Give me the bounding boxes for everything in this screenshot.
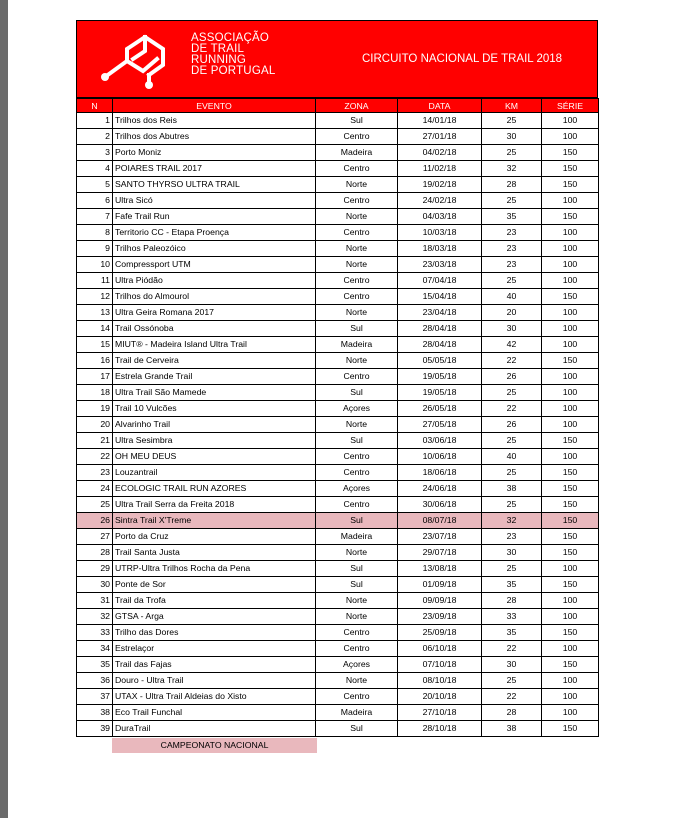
event-zone: Centro [316, 689, 398, 705]
table-row [77, 113, 599, 129]
event-distance: 25 [482, 145, 542, 161]
event-date: 10/03/18 [398, 225, 482, 241]
row-number: 14 [77, 321, 113, 337]
event-name: Trilhos do Almourol [113, 289, 316, 305]
event-series: 100 [542, 273, 599, 289]
table-row [77, 529, 599, 545]
event-zone: Madeira [316, 337, 398, 353]
row-number: 28 [77, 545, 113, 561]
table-header-row [77, 99, 599, 113]
row-number: 27 [77, 529, 113, 545]
event-date: 11/02/18 [398, 161, 482, 177]
event-distance: 35 [482, 577, 542, 593]
event-distance: 23 [482, 225, 542, 241]
event-date: 15/04/18 [398, 289, 482, 305]
legend-campeonato-nacional: CAMPEONATO NACIONAL [112, 738, 317, 753]
table-row [77, 241, 599, 257]
event-distance: 28 [482, 705, 542, 721]
row-number: 32 [77, 609, 113, 625]
row-number: 6 [77, 193, 113, 209]
row-number: 20 [77, 417, 113, 433]
event-distance: 23 [482, 241, 542, 257]
event-series: 100 [542, 193, 599, 209]
event-zone: Sul [316, 113, 398, 129]
event-name: Trilhos dos Reis [113, 113, 316, 129]
table-row [77, 129, 599, 145]
event-series: 150 [542, 513, 599, 529]
row-number: 25 [77, 497, 113, 513]
row-number: 34 [77, 641, 113, 657]
events-table-body [77, 113, 599, 737]
event-name: POIARES TRAIL 2017 [113, 161, 316, 177]
event-distance: 23 [482, 529, 542, 545]
event-date: 30/06/18 [398, 497, 482, 513]
event-series: 150 [542, 497, 599, 513]
event-distance: 30 [482, 545, 542, 561]
event-distance: 22 [482, 401, 542, 417]
row-number: 38 [77, 705, 113, 721]
event-distance: 28 [482, 177, 542, 193]
row-number: 12 [77, 289, 113, 305]
event-distance: 28 [482, 593, 542, 609]
event-name: Sintra Trail X'Treme [113, 513, 316, 529]
table-row [77, 305, 599, 321]
event-distance: 20 [482, 305, 542, 321]
table-row [77, 321, 599, 337]
table-row [77, 417, 599, 433]
event-zone: Sul [316, 385, 398, 401]
event-series: 150 [542, 657, 599, 673]
row-number: 1 [77, 113, 113, 129]
event-series: 150 [542, 721, 599, 737]
table-row [77, 465, 599, 481]
event-name: GTSA - Arga [113, 609, 316, 625]
event-zone: Sul [316, 721, 398, 737]
row-number: 15 [77, 337, 113, 353]
event-series: 100 [542, 593, 599, 609]
table-row [77, 513, 599, 529]
row-number: 21 [77, 433, 113, 449]
event-distance: 38 [482, 721, 542, 737]
event-date: 08/10/18 [398, 673, 482, 689]
row-number: 9 [77, 241, 113, 257]
event-series: 100 [542, 369, 599, 385]
event-series: 150 [542, 625, 599, 641]
event-series: 100 [542, 673, 599, 689]
row-number: 17 [77, 369, 113, 385]
event-name: Alvarinho Trail [113, 417, 316, 433]
event-date: 24/02/18 [398, 193, 482, 209]
event-zone: Centro [316, 129, 398, 145]
event-date: 09/09/18 [398, 593, 482, 609]
event-distance: 22 [482, 641, 542, 657]
event-distance: 22 [482, 353, 542, 369]
event-zone: Centro [316, 225, 398, 241]
table-row [77, 625, 599, 641]
event-series: 150 [542, 177, 599, 193]
event-date: 14/01/18 [398, 113, 482, 129]
event-name: Ultra Sicó [113, 193, 316, 209]
event-zone: Sul [316, 433, 398, 449]
row-number: 31 [77, 593, 113, 609]
event-name: Ultra Sesimbra [113, 433, 316, 449]
row-number: 37 [77, 689, 113, 705]
row-number: 11 [77, 273, 113, 289]
event-zone: Madeira [316, 529, 398, 545]
organization-name [191, 33, 275, 77]
event-name: Trail da Trofa [113, 593, 316, 609]
event-name: Trail das Fajas [113, 657, 316, 673]
event-series: 100 [542, 113, 599, 129]
column-header-km: KM [482, 99, 542, 113]
event-distance: 23 [482, 257, 542, 273]
table-row [77, 609, 599, 625]
row-number: 5 [77, 177, 113, 193]
event-date: 04/02/18 [398, 145, 482, 161]
event-distance: 38 [482, 481, 542, 497]
event-zone: Centro [316, 369, 398, 385]
table-row [77, 225, 599, 241]
org-line: DE TRAIL [191, 43, 245, 55]
event-series: 100 [542, 449, 599, 465]
event-distance: 30 [482, 321, 542, 337]
row-number: 33 [77, 625, 113, 641]
event-zone: Norte [316, 593, 398, 609]
table-row [77, 385, 599, 401]
event-series: 100 [542, 689, 599, 705]
table-row [77, 353, 599, 369]
row-number: 13 [77, 305, 113, 321]
row-number: 16 [77, 353, 113, 369]
event-zone: Centro [316, 497, 398, 513]
event-name: Trilho das Dores [113, 625, 316, 641]
event-date: 08/07/18 [398, 513, 482, 529]
event-series: 150 [542, 289, 599, 305]
event-zone: Centro [316, 625, 398, 641]
event-name: UTAX - Ultra Trail Aldeias do Xisto [113, 689, 316, 705]
event-distance: 32 [482, 513, 542, 529]
event-distance: 30 [482, 657, 542, 673]
event-zone: Centro [316, 449, 398, 465]
event-series: 150 [542, 545, 599, 561]
event-series: 150 [542, 481, 599, 497]
event-distance: 25 [482, 673, 542, 689]
event-series: 100 [542, 257, 599, 273]
event-date: 28/10/18 [398, 721, 482, 737]
row-number: 4 [77, 161, 113, 177]
event-series: 100 [542, 609, 599, 625]
event-zone: Sul [316, 561, 398, 577]
header-banner [76, 20, 598, 98]
event-series: 100 [542, 401, 599, 417]
table-row [77, 657, 599, 673]
event-distance: 32 [482, 161, 542, 177]
event-name: Estrela Grande Trail [113, 369, 316, 385]
row-number: 39 [77, 721, 113, 737]
event-zone: Centro [316, 289, 398, 305]
trail-association-logo-icon [97, 31, 177, 89]
event-zone: Centro [316, 465, 398, 481]
event-zone: Centro [316, 161, 398, 177]
event-date: 19/02/18 [398, 177, 482, 193]
event-name: ECOLOGIC TRAIL RUN AZORES [113, 481, 316, 497]
event-series: 100 [542, 321, 599, 337]
column-header-n: N [77, 99, 113, 113]
org-line: DE PORTUGAL [191, 65, 276, 77]
row-number: 2 [77, 129, 113, 145]
event-series: 150 [542, 145, 599, 161]
event-name: Douro - Ultra Trail [113, 673, 316, 689]
event-series: 150 [542, 353, 599, 369]
event-name: Louzantrail [113, 465, 316, 481]
event-zone: Norte [316, 305, 398, 321]
table-row [77, 177, 599, 193]
event-series: 100 [542, 305, 599, 321]
table-row [77, 369, 599, 385]
event-zone: Sul [316, 577, 398, 593]
event-zone: Norte [316, 257, 398, 273]
row-number: 29 [77, 561, 113, 577]
table-row [77, 577, 599, 593]
event-date: 07/10/18 [398, 657, 482, 673]
event-series: 150 [542, 433, 599, 449]
event-date: 18/03/18 [398, 241, 482, 257]
event-distance: 42 [482, 337, 542, 353]
event-zone: Madeira [316, 705, 398, 721]
table-row [77, 401, 599, 417]
table-row [77, 273, 599, 289]
table-row [77, 481, 599, 497]
row-number: 24 [77, 481, 113, 497]
org-line: RUNNING [191, 54, 247, 66]
table-row [77, 257, 599, 273]
event-name: Compressport UTM [113, 257, 316, 273]
event-zone: Centro [316, 641, 398, 657]
row-number: 7 [77, 209, 113, 225]
event-name: UTRP-Ultra Trilhos Rocha da Pena [113, 561, 316, 577]
event-distance: 25 [482, 497, 542, 513]
event-name: Territorio CC - Etapa Proença [113, 225, 316, 241]
event-date: 20/10/18 [398, 689, 482, 705]
event-date: 23/03/18 [398, 257, 482, 273]
event-date: 19/05/18 [398, 385, 482, 401]
event-date: 23/04/18 [398, 305, 482, 321]
event-zone: Centro [316, 273, 398, 289]
event-date: 19/05/18 [398, 369, 482, 385]
event-zone: Norte [316, 545, 398, 561]
event-distance: 33 [482, 609, 542, 625]
event-name: Ponte de Sor [113, 577, 316, 593]
event-name: Ultra Trail Serra da Freita 2018 [113, 497, 316, 513]
table-row [77, 641, 599, 657]
event-zone: Madeira [316, 145, 398, 161]
events-table [76, 98, 599, 737]
event-date: 26/05/18 [398, 401, 482, 417]
column-header-serie: SÉRIE [542, 99, 599, 113]
event-distance: 35 [482, 209, 542, 225]
event-distance: 40 [482, 449, 542, 465]
org-line: ASSOCIAÇÃO [191, 32, 270, 44]
event-date: 28/04/18 [398, 321, 482, 337]
event-series: 150 [542, 577, 599, 593]
table-row [77, 497, 599, 513]
event-name: Porto da Cruz [113, 529, 316, 545]
event-name: Trail 10 Vulcões [113, 401, 316, 417]
event-distance: 26 [482, 369, 542, 385]
event-date: 03/06/18 [398, 433, 482, 449]
row-number: 10 [77, 257, 113, 273]
table-row [77, 433, 599, 449]
event-name: Fafe Trail Run [113, 209, 316, 225]
viewer-left-edge [0, 0, 8, 818]
row-number: 22 [77, 449, 113, 465]
event-date: 28/04/18 [398, 337, 482, 353]
event-name: SANTO THYRSO ULTRA TRAIL [113, 177, 316, 193]
event-zone: Sul [316, 513, 398, 529]
event-name: Estrelaçor [113, 641, 316, 657]
table-row [77, 545, 599, 561]
event-distance: 25 [482, 385, 542, 401]
event-series: 150 [542, 465, 599, 481]
event-zone: Açores [316, 401, 398, 417]
event-date: 27/10/18 [398, 705, 482, 721]
event-zone: Norte [316, 177, 398, 193]
row-number: 36 [77, 673, 113, 689]
event-series: 100 [542, 337, 599, 353]
event-zone: Sul [316, 321, 398, 337]
event-zone: Norte [316, 609, 398, 625]
row-number: 18 [77, 385, 113, 401]
table-row [77, 705, 599, 721]
event-name: MIUT® - Madeira Island Ultra Trail [113, 337, 316, 353]
event-name: Eco Trail Funchal [113, 705, 316, 721]
table-row [77, 689, 599, 705]
event-date: 10/06/18 [398, 449, 482, 465]
event-distance: 25 [482, 465, 542, 481]
event-series: 100 [542, 241, 599, 257]
event-name: Ultra Piódão [113, 273, 316, 289]
event-date: 04/03/18 [398, 209, 482, 225]
table-row [77, 161, 599, 177]
event-series: 100 [542, 705, 599, 721]
row-number: 3 [77, 145, 113, 161]
event-zone: Norte [316, 209, 398, 225]
event-series: 100 [542, 129, 599, 145]
event-name: Trail Santa Justa [113, 545, 316, 561]
event-distance: 25 [482, 273, 542, 289]
row-number: 23 [77, 465, 113, 481]
event-series: 100 [542, 561, 599, 577]
table-row [77, 289, 599, 305]
row-number: 8 [77, 225, 113, 241]
event-zone: Norte [316, 417, 398, 433]
event-date: 24/06/18 [398, 481, 482, 497]
table-row [77, 673, 599, 689]
event-name: Trilhos dos Abutres [113, 129, 316, 145]
table-row [77, 449, 599, 465]
event-date: 27/05/18 [398, 417, 482, 433]
event-series: 100 [542, 225, 599, 241]
event-distance: 25 [482, 561, 542, 577]
event-date: 23/09/18 [398, 609, 482, 625]
event-date: 05/05/18 [398, 353, 482, 369]
event-series: 100 [542, 641, 599, 657]
table-row [77, 193, 599, 209]
event-name: Porto Moniz [113, 145, 316, 161]
event-sheet [76, 20, 598, 737]
event-series: 100 [542, 417, 599, 433]
event-date: 23/07/18 [398, 529, 482, 545]
event-series: 100 [542, 385, 599, 401]
event-zone: Açores [316, 481, 398, 497]
event-distance: 35 [482, 625, 542, 641]
event-distance: 25 [482, 113, 542, 129]
table-row [77, 561, 599, 577]
event-distance: 30 [482, 129, 542, 145]
table-row [77, 209, 599, 225]
event-name: DuraTrail [113, 721, 316, 737]
table-row [77, 337, 599, 353]
event-distance: 25 [482, 193, 542, 209]
event-distance: 25 [482, 433, 542, 449]
event-zone: Centro [316, 193, 398, 209]
event-date: 06/10/18 [398, 641, 482, 657]
event-distance: 26 [482, 417, 542, 433]
column-header-data: DATA [398, 99, 482, 113]
row-number: 30 [77, 577, 113, 593]
event-series: 150 [542, 209, 599, 225]
circuit-title: CIRCUITO NACIONAL DE TRAIL 2018 [362, 53, 563, 65]
table-row [77, 721, 599, 737]
event-date: 29/07/18 [398, 545, 482, 561]
event-zone: Açores [316, 657, 398, 673]
event-date: 07/04/18 [398, 273, 482, 289]
event-name: Trail de Cerveira [113, 353, 316, 369]
event-date: 01/09/18 [398, 577, 482, 593]
event-name: Ultra Geira Romana 2017 [113, 305, 316, 321]
row-number: 19 [77, 401, 113, 417]
row-number: 35 [77, 657, 113, 673]
event-zone: Norte [316, 353, 398, 369]
table-row [77, 145, 599, 161]
event-name: Trilhos Paleozóico [113, 241, 316, 257]
event-date: 13/08/18 [398, 561, 482, 577]
table-row [77, 593, 599, 609]
event-name: Trail Ossónoba [113, 321, 316, 337]
event-date: 27/01/18 [398, 129, 482, 145]
column-header-zona: ZONA [316, 99, 398, 113]
event-distance: 40 [482, 289, 542, 305]
event-series: 150 [542, 161, 599, 177]
event-series: 150 [542, 529, 599, 545]
event-zone: Norte [316, 673, 398, 689]
column-header-evento: EVENTO [113, 99, 316, 113]
row-number: 26 [77, 513, 113, 529]
event-distance: 22 [482, 689, 542, 705]
event-date: 18/06/18 [398, 465, 482, 481]
event-zone: Norte [316, 241, 398, 257]
event-name: OH MEU DEUS [113, 449, 316, 465]
event-date: 25/09/18 [398, 625, 482, 641]
event-name: Ultra Trail São Mamede [113, 385, 316, 401]
